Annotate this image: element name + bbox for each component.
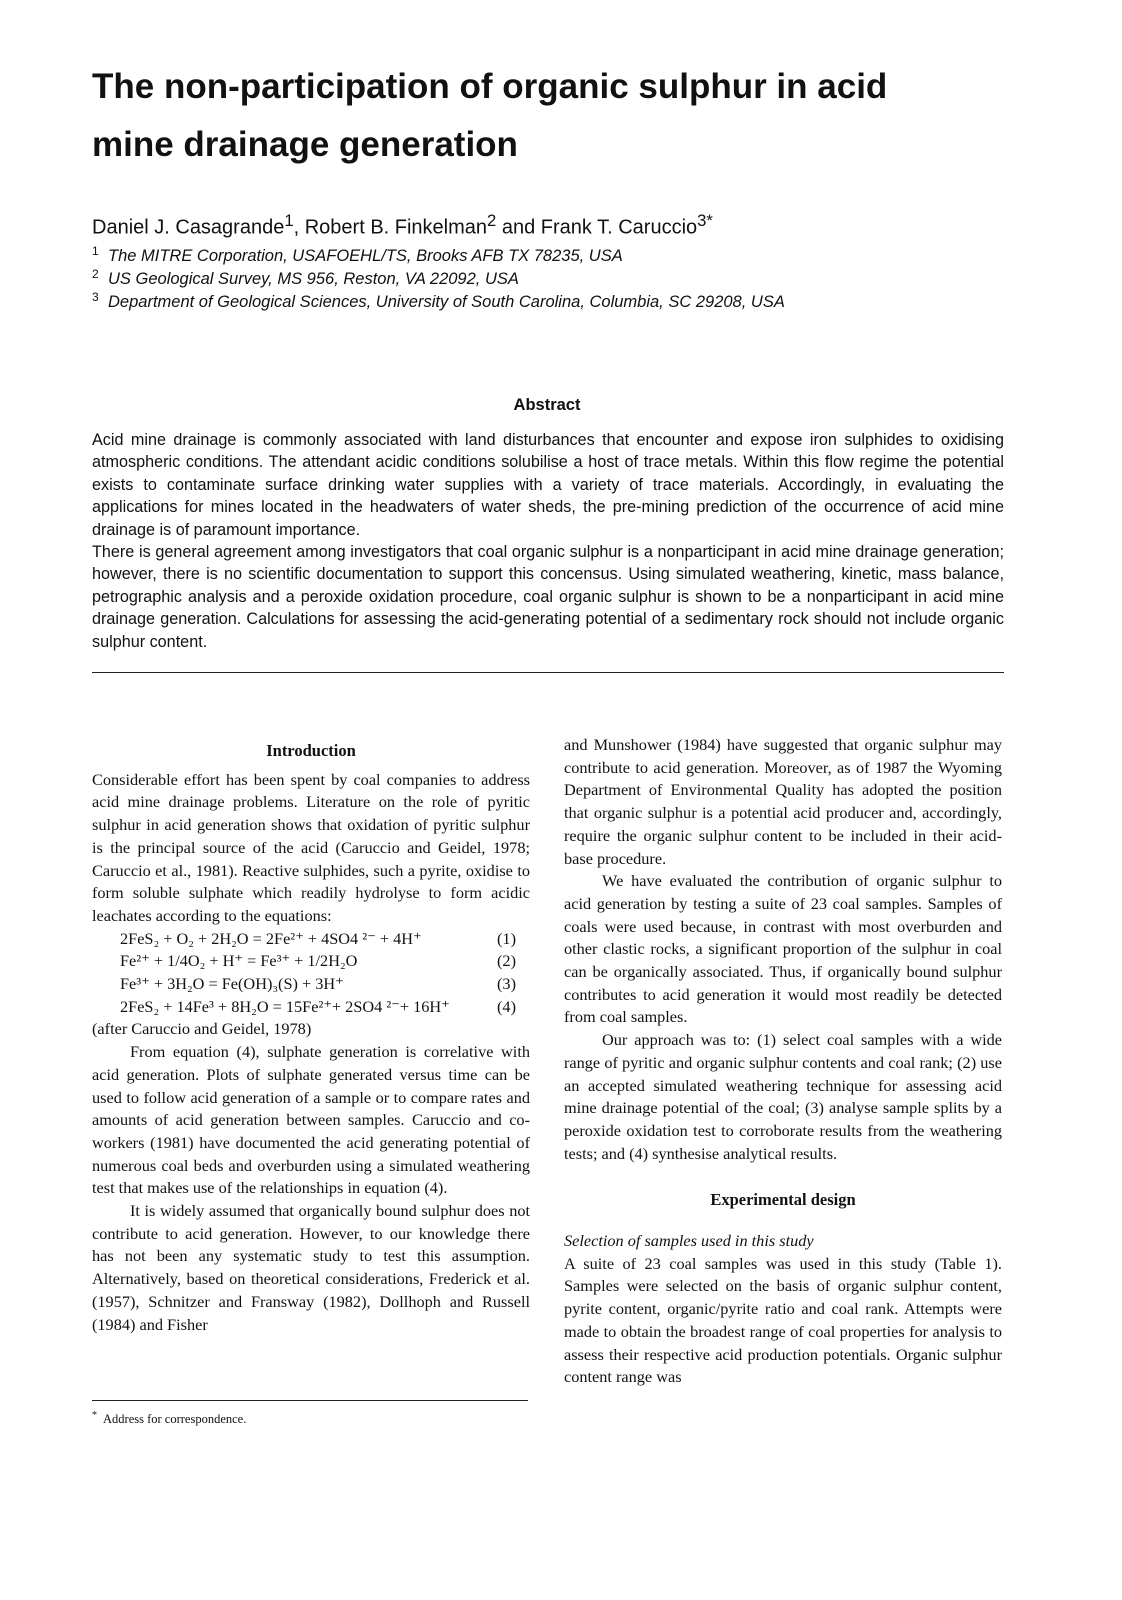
equation-citation: (after Caruccio and Geidel, 1978) <box>92 1019 312 1039</box>
body-paragraph: It is widely assumed that organically bound sulphur does not contribute to acid generation. However, to our knowledge there has not been any systematic study to test this assumption. Alternatively, based on theoretical considerations, Frederick et al. (1957), Schnitzer and Fransway (1982), Dollhoph and Russell (1984) and Fisher <box>92 1201 530 1334</box>
abstract-body <box>92 429 1004 653</box>
equation-row <box>92 950 530 973</box>
abstract-paragraph: Acid mine drainage is commonly associated with land disturbances that encounter and expose iron sulphides to oxidising atmospheric conditions. The attendant acidic conditions solubilise a host of trace metals. Within this flow regime the potential exists to contaminate surface drinking water supplies with a variety of trace materials. Accordingly, in evaluating the applications for mines located in the headwaters of water sheds, the pre-mining prediction of the occurrence of acid mine drainage is of paramount importance. <box>92 431 1004 539</box>
abstract-heading: Abstract <box>513 396 581 414</box>
author-affiliation-mark: 1 <box>284 211 294 230</box>
title-line-1: The non-participation of organic sulphur in acid <box>92 67 888 106</box>
equation-number: (3) <box>497 974 516 994</box>
title-line-2: mine drainage generation <box>92 125 518 164</box>
author-name: Frank T. Caruccio <box>540 216 698 239</box>
equation-number: (2) <box>497 951 516 971</box>
affiliation-item <box>92 268 1032 291</box>
affiliation-list <box>92 245 1032 314</box>
footnote-divider <box>92 1400 528 1401</box>
author-separator: and <box>496 216 541 239</box>
equation-number: (1) <box>497 928 516 948</box>
author-affiliation-mark: 3* <box>697 211 713 230</box>
equation: Fe²⁺ + 1/4O₂ + H⁺ = Fe³⁺ + 1/2H₂O <box>120 951 358 971</box>
section-divider <box>92 672 1004 673</box>
affiliation-number: 2 <box>92 267 99 281</box>
body-paragraph: From equation (4), sulphate generation is correlative with acid generation. Plots of sulphate generated versus time can be used to follow acid generation of a sample or to compare rates and amounts of acid generation between samples. Caruccio and co-workers (1981) have documented the acid generating potential of numerous coal beds and overburden using a simulated weathering test that makes use of the relationships in equation (4). <box>92 1042 530 1198</box>
body-paragraph: Considerable effort has been spent by coal companies to address acid mine drainage problems. Literature on the role of pyritic sulphur in acid generation shows that oxidation of pyritic sulphur is the principal source of the acid (Caruccio and Geidel, 1978; Caruccio et al., 1981). Reactive sulphides, such a pyrite, oxidise to form soluble sulphate which readily hydrolyse to form acidic leachates according to the equations: <box>92 769 530 925</box>
equation-row <box>92 996 530 1019</box>
body-paragraph: and Munshower (1984) have suggested that organic sulphur may contribute to acid generation. Moreover, as of 1987 the Wyoming Department of Environmental Quality has adopted the position that organic sulphur is a potential acid producer and, accordingly, require the organic sulphur content to be included in their acid-base procedure. <box>564 735 1002 868</box>
equation: 2FeS₂ + 14Fe³ + 8H₂O = 15Fe²⁺+ 2SO4 ²⁻+ 16H⁺ <box>120 996 450 1016</box>
author-name: Robert B. Finkelman <box>304 216 488 239</box>
affiliation-item <box>92 245 1032 268</box>
equation-row <box>92 928 530 951</box>
section-heading-experimental-design: Experimental design <box>710 1190 856 1210</box>
footnote <box>92 1407 528 1428</box>
equation-row <box>92 973 530 996</box>
affiliation-number: 3 <box>92 290 99 304</box>
equation: Fe³⁺ + 3H₂O = Fe(OH)₃(S) + 3H⁺ <box>120 974 344 994</box>
paper-title <box>92 58 992 174</box>
author-affiliation-mark: 2 <box>487 211 497 230</box>
affiliation-text: The MITRE Corporation, USAFOEHL/TS, Brooks AFB TX 78235, USA <box>108 247 623 265</box>
author-list <box>92 208 992 241</box>
body-paragraph: Our approach was to: (1) select coal samples with a wide range of pyritic and organic sulphur contents and coal rank; (2) use an accepted simulated weathering technique for assessing acid mine drainage potential of the coal; (3) analyse sample splits by a peroxide oxidation test to corroborate results from the weathering tests; and (4) synthesise analytical results. <box>564 1030 1002 1163</box>
affiliation-text: Department of Geological Sciences, University of South Carolina, Columbia, SC 29208, USA <box>108 293 785 311</box>
author-name: Daniel J. Casagrande <box>92 216 285 239</box>
left-column <box>92 734 530 1336</box>
body-paragraph: A suite of 23 coal samples was used in this study (Table 1). Samples were selected on the basis of organic sulphur content, pyrite content, organic/pyrite ratio and coal rank. Attempts were made to obtain the broadest range of coal properties for analysis to assess their respective acid production potentials. Organic sulphur content range was <box>564 1253 1002 1387</box>
equation-number: (4) <box>497 996 516 1016</box>
author-separator: , <box>293 216 305 239</box>
affiliation-item <box>92 291 1032 314</box>
section-heading-introduction: Introduction <box>266 741 356 760</box>
affiliation-text: US Geological Survey, MS 956, Reston, VA 22092, USA <box>108 270 519 288</box>
footnote-text: Address for correspondence. <box>103 1412 247 1427</box>
footnote-mark: * <box>92 1410 97 1421</box>
right-column <box>564 734 1002 1389</box>
affiliation-number: 1 <box>92 244 99 258</box>
abstract-paragraph: There is general agreement among investigators that coal organic sulphur is a nonparticipant in acid mine drainage generation; however, there is no scientific documentation to support this concensus. Using simulated weathering, kinetic, mass balance, petrographic analysis and a peroxide oxidation procedure, coal organic sulphur is shown to be a nonparticipant in acid mine drainage generation. Calculations for assessing the acid-generating potential of a sedimentary rock should not include organic sulphur content. <box>92 543 1004 651</box>
equation: 2FeS₂ + O₂ + 2H₂O = 2Fe²⁺ + 4SO4 ²⁻ + 4H⁺ <box>120 928 422 948</box>
body-paragraph: We have evaluated the contribution of organic sulphur to acid generation by testing a suite of 23 coal samples. Samples of coals were used because, in contrast with most overburden and other clastic rocks, a significant proportion of the sulphur in coal can be organically associated. Thus, if organically bound sulphur contributes to acid generation it would most readily be detected from coal samples. <box>564 871 1002 1027</box>
subsection-heading: Selection of samples used in this study <box>564 1231 814 1251</box>
